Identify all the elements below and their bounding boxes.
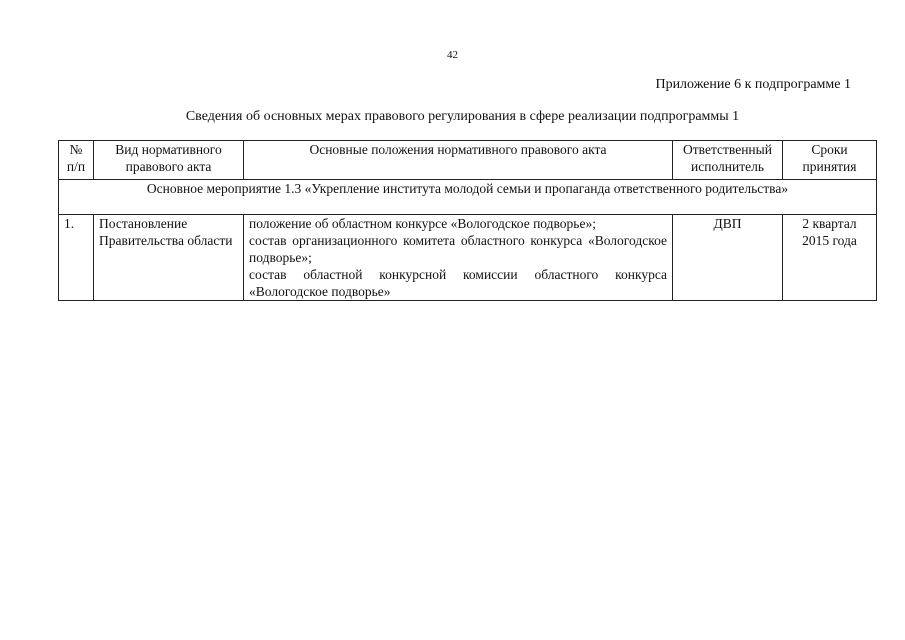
row-num: 1.: [59, 215, 94, 301]
section-title: Основное мероприятие 1.3 «Укрепление института молодой семьи и пропаганда ответственного родительства»: [59, 180, 877, 215]
document-title: Сведения об основных мерах правового регулирования в сфере реализации подпрограммы 1: [185, 109, 740, 124]
header-executor: Ответственный исполнитель: [673, 141, 783, 180]
measures-table: [58, 140, 877, 301]
row-term: 2 квартал 2015 года: [783, 215, 877, 301]
row-type: Постановление Правительства области: [94, 215, 244, 301]
header-term: Сроки принятия: [783, 141, 877, 180]
header-main: Основные положения нормативного правового акта: [244, 141, 673, 180]
section-row: [59, 180, 877, 215]
appendix-label: Приложение 6 к подпрограмме 1: [655, 77, 851, 92]
header-type: Вид нормативного правового акта: [94, 141, 244, 180]
row-main: [244, 215, 673, 301]
header-num: № п/п: [59, 141, 94, 180]
table-header-row: [59, 141, 877, 180]
main-provision-2: состав организационного комитета областного конкурса «Вологодское подворье»;: [249, 233, 667, 265]
main-provision-3: состав областной конкурсной комиссии областного конкурса «Вологодское подворье»: [249, 267, 667, 299]
row-executor: ДВП: [673, 215, 783, 301]
main-provision-1: положение об областном конкурсе «Вологодское подворье»;: [249, 216, 596, 231]
table-row: [59, 215, 877, 301]
page-number: 42: [447, 49, 458, 61]
